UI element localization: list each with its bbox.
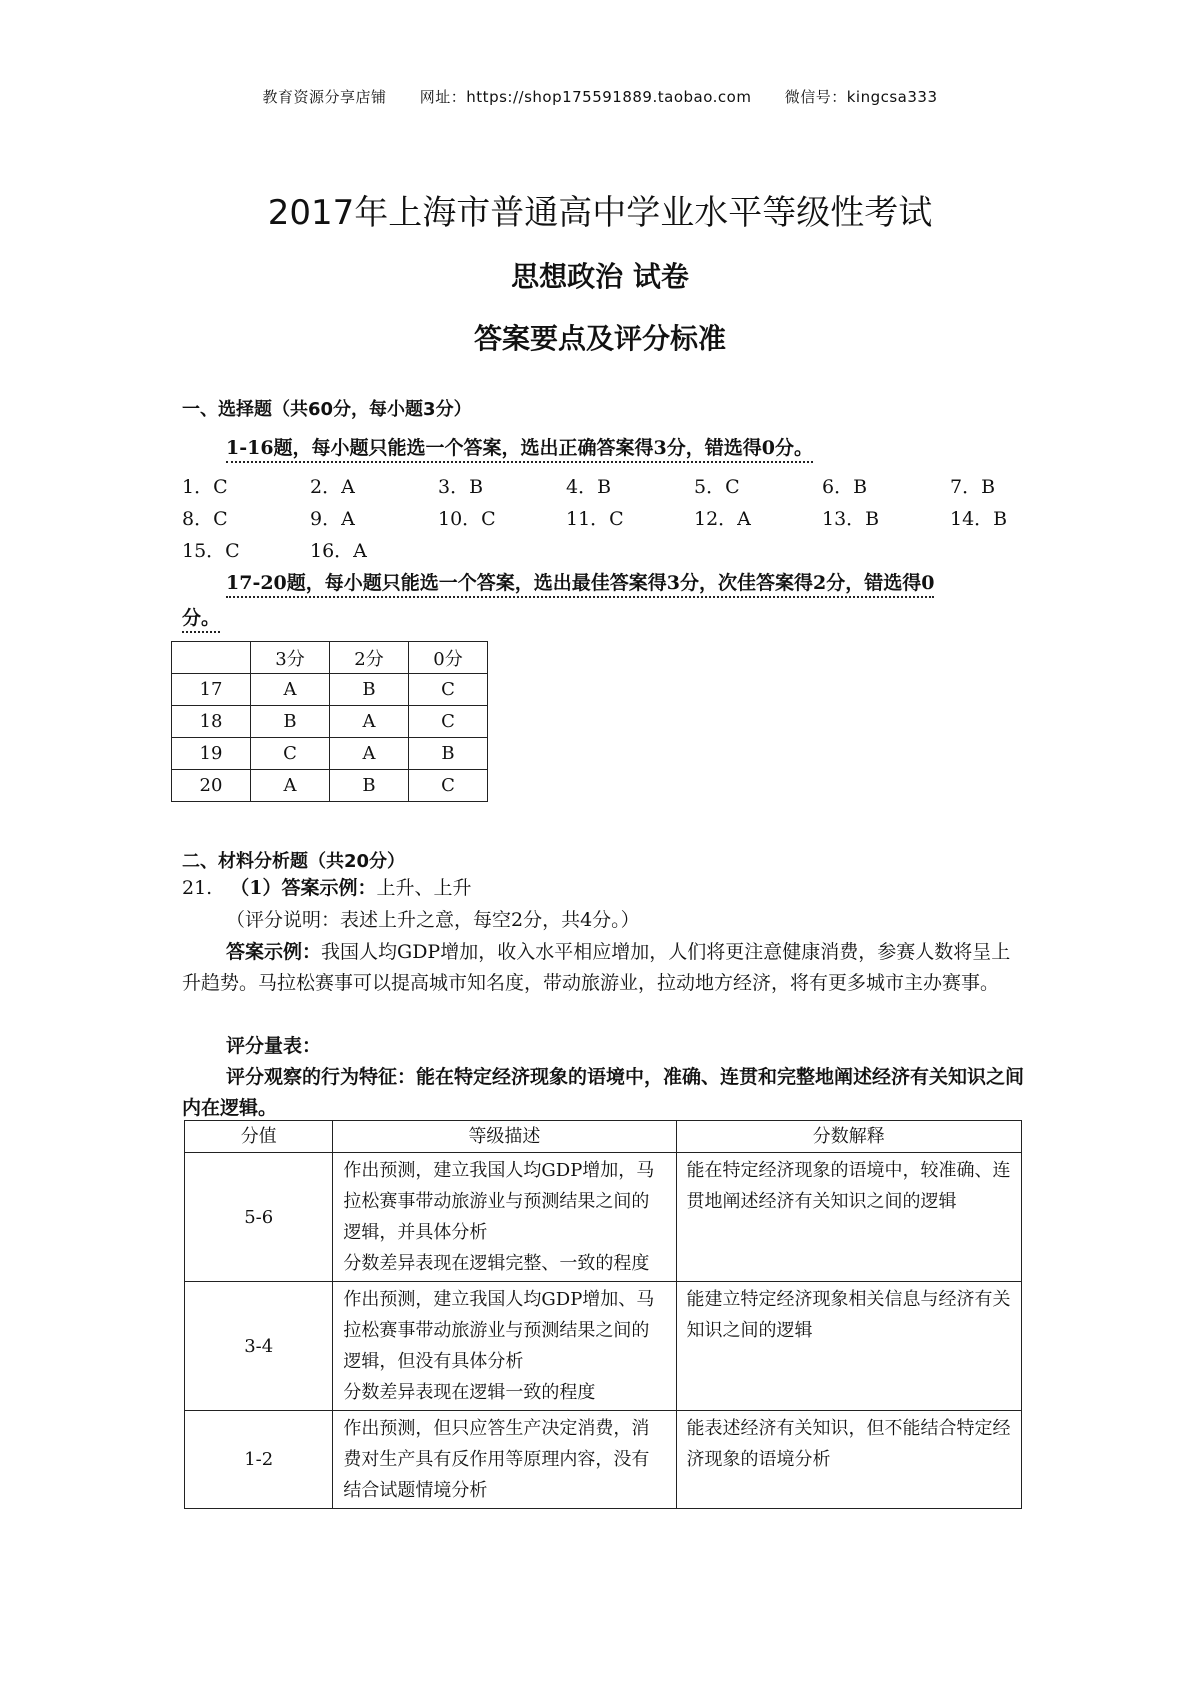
table-cell: A	[330, 706, 409, 738]
table-row	[172, 770, 488, 802]
subject-title: 思想政治 试卷	[511, 260, 689, 293]
table-cell: A	[251, 674, 330, 706]
choice-answer-11: 11．C	[566, 508, 624, 530]
rubric-description	[333, 1153, 676, 1282]
rubric-explanation: 能表述经济有关知识，但不能结合特定经济现象的语境分析	[676, 1411, 1022, 1509]
choice-answer-13: 13．B	[822, 508, 880, 530]
choice-answer-10: 10．C	[438, 508, 496, 530]
table-cell: 20	[172, 770, 251, 802]
behavior-text: 评分观察的行为特征：能在特定经济现象的语境中，准确、连贯和完整地阐述经济有关知识之间内在逻辑。	[182, 1066, 1025, 1119]
rubric-description	[333, 1282, 676, 1411]
q21-example	[182, 937, 1028, 999]
rule-1-16	[182, 433, 1028, 464]
rubric-row	[185, 1153, 1022, 1282]
rubric-header-cell: 分值	[185, 1121, 333, 1153]
example-label: 答案示例：	[226, 941, 322, 963]
table-cell: B	[251, 706, 330, 738]
rubric-description	[333, 1411, 676, 1509]
choice-answer-16: 16．A	[310, 540, 367, 562]
table-cell: 17	[172, 674, 251, 706]
header-shop: 教育资源分享店铺	[262, 88, 387, 106]
document-title: 2017年上海市普通高中学业水平等级性考试	[267, 193, 933, 233]
choice-answer-7: 7．B	[950, 476, 996, 498]
rubric-row	[185, 1282, 1022, 1411]
scale-label: 评分量表：	[226, 1035, 322, 1057]
table-cell: 19	[172, 738, 251, 770]
choice-answers-grid	[182, 473, 1028, 565]
table-cell: 18	[172, 706, 251, 738]
table-cell: A	[251, 770, 330, 802]
table-cell: B	[409, 738, 488, 770]
rubric-table	[184, 1120, 1022, 1509]
table-cell: 3分	[251, 642, 330, 674]
choice-answer-1: 1．C	[182, 476, 228, 498]
rubric-score: 5-6	[185, 1153, 333, 1282]
page-header	[0, 86, 1200, 107]
table-cell: B	[330, 770, 409, 802]
header-site: 网址：https://shop175591889.taobao.com	[419, 88, 752, 106]
table-cell: 0分	[409, 642, 488, 674]
table-row	[172, 674, 488, 706]
rubric-description-line: 分数差异表现在逻辑完整、一致的程度	[343, 1253, 650, 1274]
choice-answer-8: 8．C	[182, 508, 228, 530]
rubric-description-line: 分数差异表现在逻辑一致的程度	[343, 1382, 596, 1403]
table-cell: B	[330, 674, 409, 706]
rubric-header-cell: 等级描述	[333, 1121, 676, 1153]
choice-answer-15: 15．C	[182, 540, 240, 562]
table-row	[172, 706, 488, 738]
q21-part1	[182, 873, 1028, 904]
choice-answer-6: 6．B	[822, 476, 868, 498]
table-header-row	[172, 642, 488, 674]
q21-number: 21.	[182, 877, 213, 899]
choice-answer-3: 3．B	[438, 476, 484, 498]
rubric-row	[185, 1411, 1022, 1509]
table-cell	[172, 642, 251, 674]
table-cell: 2分	[330, 642, 409, 674]
choice-17-20-table	[171, 641, 488, 802]
q21-part1-note: （评分说明：表述上升之意，每空2分，共4分。）	[226, 909, 640, 931]
table-row	[172, 738, 488, 770]
choice-answer-5: 5．C	[694, 476, 740, 498]
section1-heading: 一、选择题（共60分，每小题3分）	[182, 399, 472, 420]
rubric-header-cell: 分数解释	[676, 1121, 1022, 1153]
answer-key-title: 答案要点及评分标准	[473, 322, 726, 355]
choice-answer-9: 9．A	[310, 508, 355, 530]
q21-part1-label: （1）答案示例：	[230, 877, 377, 899]
table-cell: C	[409, 770, 488, 802]
choice-answer-12: 12．A	[694, 508, 751, 530]
rubric-description-line: 作出预测，但只应答生产决定消费，消费对生产具有反作用等原理内容，没有结合试题情境分析	[343, 1418, 650, 1501]
rubric-header-row	[185, 1121, 1022, 1153]
choice-answer-14: 14．B	[950, 508, 1008, 530]
rule-17-20-text-line2: 分。	[182, 607, 220, 633]
rule-17-20-line2	[182, 603, 1028, 634]
table-cell: C	[409, 706, 488, 738]
rubric-score: 3-4	[185, 1282, 333, 1411]
table-cell: C	[251, 738, 330, 770]
choice-answer-4: 4．B	[566, 476, 612, 498]
rule-17-20-text-line1: 17-20题，每小题只能选一个答案，选出最佳答案得3分，次佳答案得2分，错选得0	[226, 572, 934, 598]
q21-part1-answer: 上升、上升	[376, 877, 472, 899]
example-text: 我国人均GDP增加，收入水平相应增加，人们将更注意健康消费，参赛人数将呈上升趋势。马拉松赛事可以提高城市知名度，带动旅游业，拉动地方经济，将有更多城市主办赛事。	[182, 941, 1011, 994]
rubric-description-line: 作出预测，建立我国人均GDP增加、马拉松赛事带动旅游业与预测结果之间的逻辑，但没有具体分析	[343, 1289, 655, 1372]
choice-answer-2: 2．A	[310, 476, 355, 498]
table-cell: C	[409, 674, 488, 706]
rule-1-16-text: 1-16题，每小题只能选一个答案，选出正确答案得3分，错选得0分。	[226, 437, 813, 463]
rubric-explanation: 能建立特定经济现象相关信息与经济有关知识之间的逻辑	[676, 1282, 1022, 1411]
rule-17-20	[182, 568, 1028, 599]
table-cell: A	[330, 738, 409, 770]
rubric-score: 1-2	[185, 1411, 333, 1509]
rubric-description-line: 作出预测，建立我国人均GDP增加，马拉松赛事带动旅游业与预测结果之间的逻辑，并具体分析	[343, 1160, 655, 1243]
rubric-explanation: 能在特定经济现象的语境中，较准确、连贯地阐述经济有关知识之间的逻辑	[676, 1153, 1022, 1282]
section2-heading: 二、材料分析题（共20分）	[182, 851, 406, 872]
header-wechat: 微信号：kingcsa333	[784, 88, 938, 106]
